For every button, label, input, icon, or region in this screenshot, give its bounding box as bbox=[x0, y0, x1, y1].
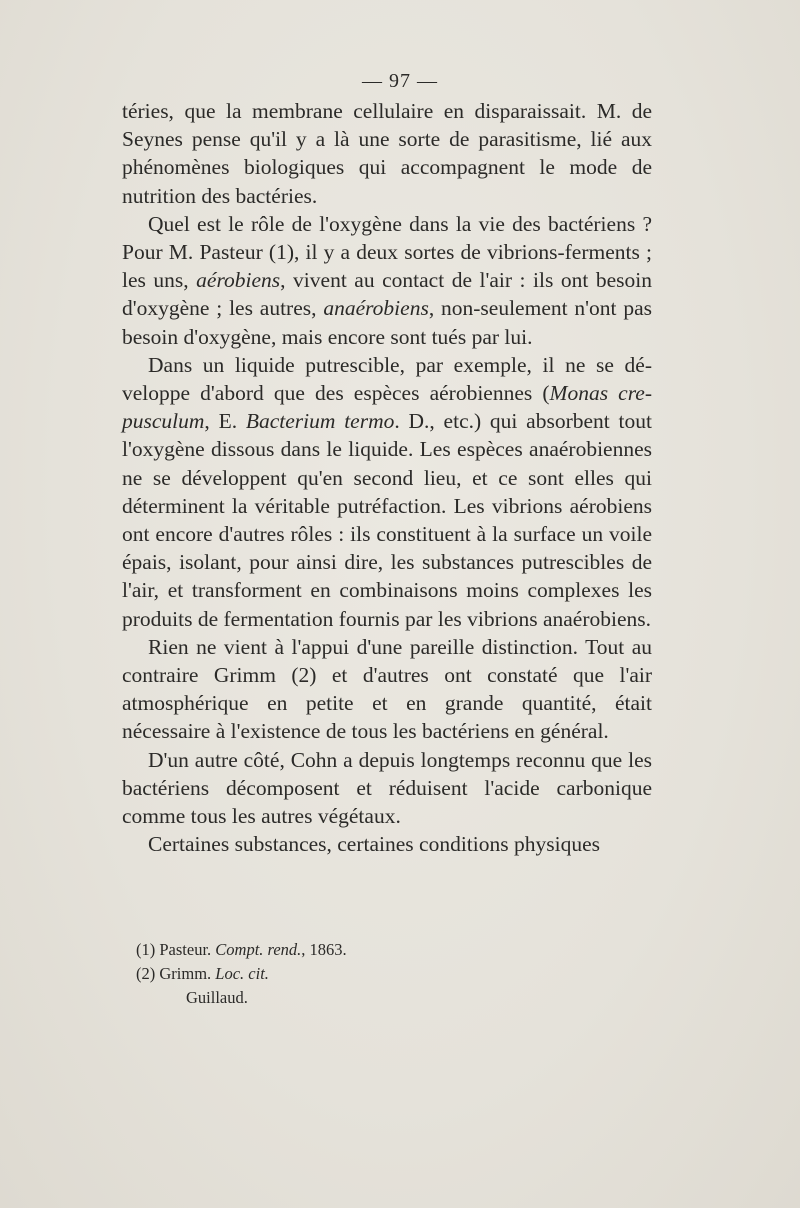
italic-text: Monas crepusculum bbox=[122, 381, 653, 434]
page-number: — 97 — bbox=[362, 70, 438, 92]
text-run: D'un autre côté, Cohn a depuis longtemps reconnu que les bactériens décomposent et réduisent l'acide carbonique comme tous les autres végétaux. bbox=[122, 747, 652, 829]
italic-text: Bacterium termo bbox=[245, 409, 395, 434]
paragraph bbox=[122, 210, 652, 351]
italic-text: anaérobiens bbox=[323, 296, 429, 321]
italic-text: Loc. cit. bbox=[215, 964, 269, 983]
footnote bbox=[136, 962, 636, 986]
text-run: Certaines substances, certaines conditions physiques bbox=[148, 832, 600, 857]
text-run: , 1863. bbox=[301, 940, 347, 959]
text-run: (2) Grimm. bbox=[136, 964, 216, 983]
text-run: Dans un liquide putrescible, par exemple, il ne se développe d'abord que des espèces aérobiennes ( bbox=[122, 352, 652, 406]
text-run: , vivent au contact de l'air : ils ont besoin d'oxygène ; les autres, bbox=[122, 268, 652, 321]
italic-text: aérobiens bbox=[196, 268, 281, 293]
text-run: Rien ne vient à l'appui d'une pareille distinction. Tout au contraire Grimm (2) et d'autres ont constaté que l'air atmosphérique en petite et en grande quantité, était nécessaire à l'existence de tous les bactériens en général. bbox=[122, 634, 652, 744]
text-run: Quel est le rôle de l'oxygène dans la vie des bactériens ? Pour M. Pasteur (1), il y a deux sortes de vibrions-ferments ; les uns, bbox=[122, 211, 652, 293]
text-run: , non-seulement n'ont pas besoin d'oxygène, mais encore sont tués par lui. bbox=[122, 296, 652, 349]
body-text bbox=[122, 97, 652, 858]
text-run: (1) Pasteur. bbox=[136, 940, 216, 959]
footnotes bbox=[136, 938, 636, 1010]
text-run: , E. bbox=[204, 409, 246, 434]
italic-text: Compt. rend. bbox=[215, 940, 302, 959]
paragraph bbox=[122, 830, 652, 858]
paragraph bbox=[122, 633, 652, 746]
text-run: téries, que la membrane cellulaire en disparaissait. M. de Seynes pense qu'il y a là une sorte de parasitisme, lié aux phénomènes biologiques qui accompagnent le mode de nutrition des bactéries. bbox=[122, 99, 652, 208]
paragraph bbox=[122, 351, 652, 633]
paragraph bbox=[122, 746, 652, 831]
author-signature: Guillaud. bbox=[186, 988, 248, 1007]
text-run: . D., etc.) qui absorbent tout l'oxygène dissous dans le liquide. Les espèces anaérobiennes ne se développent qu'en second lieu, et ce sont elles qui déterminent la véritable putréfaction. Les vibrions aérobiens ont encore d'autres rôles : ils constituent à la surface un voile épais, isolant, pour ainsi dire, les substances putrescibles de l'air, et transforment en combinaisons moins complexes les produits de fermentation fournis par les vibrions anaérobiens. bbox=[122, 409, 652, 631]
paragraph bbox=[122, 97, 652, 210]
footnote bbox=[136, 938, 636, 962]
